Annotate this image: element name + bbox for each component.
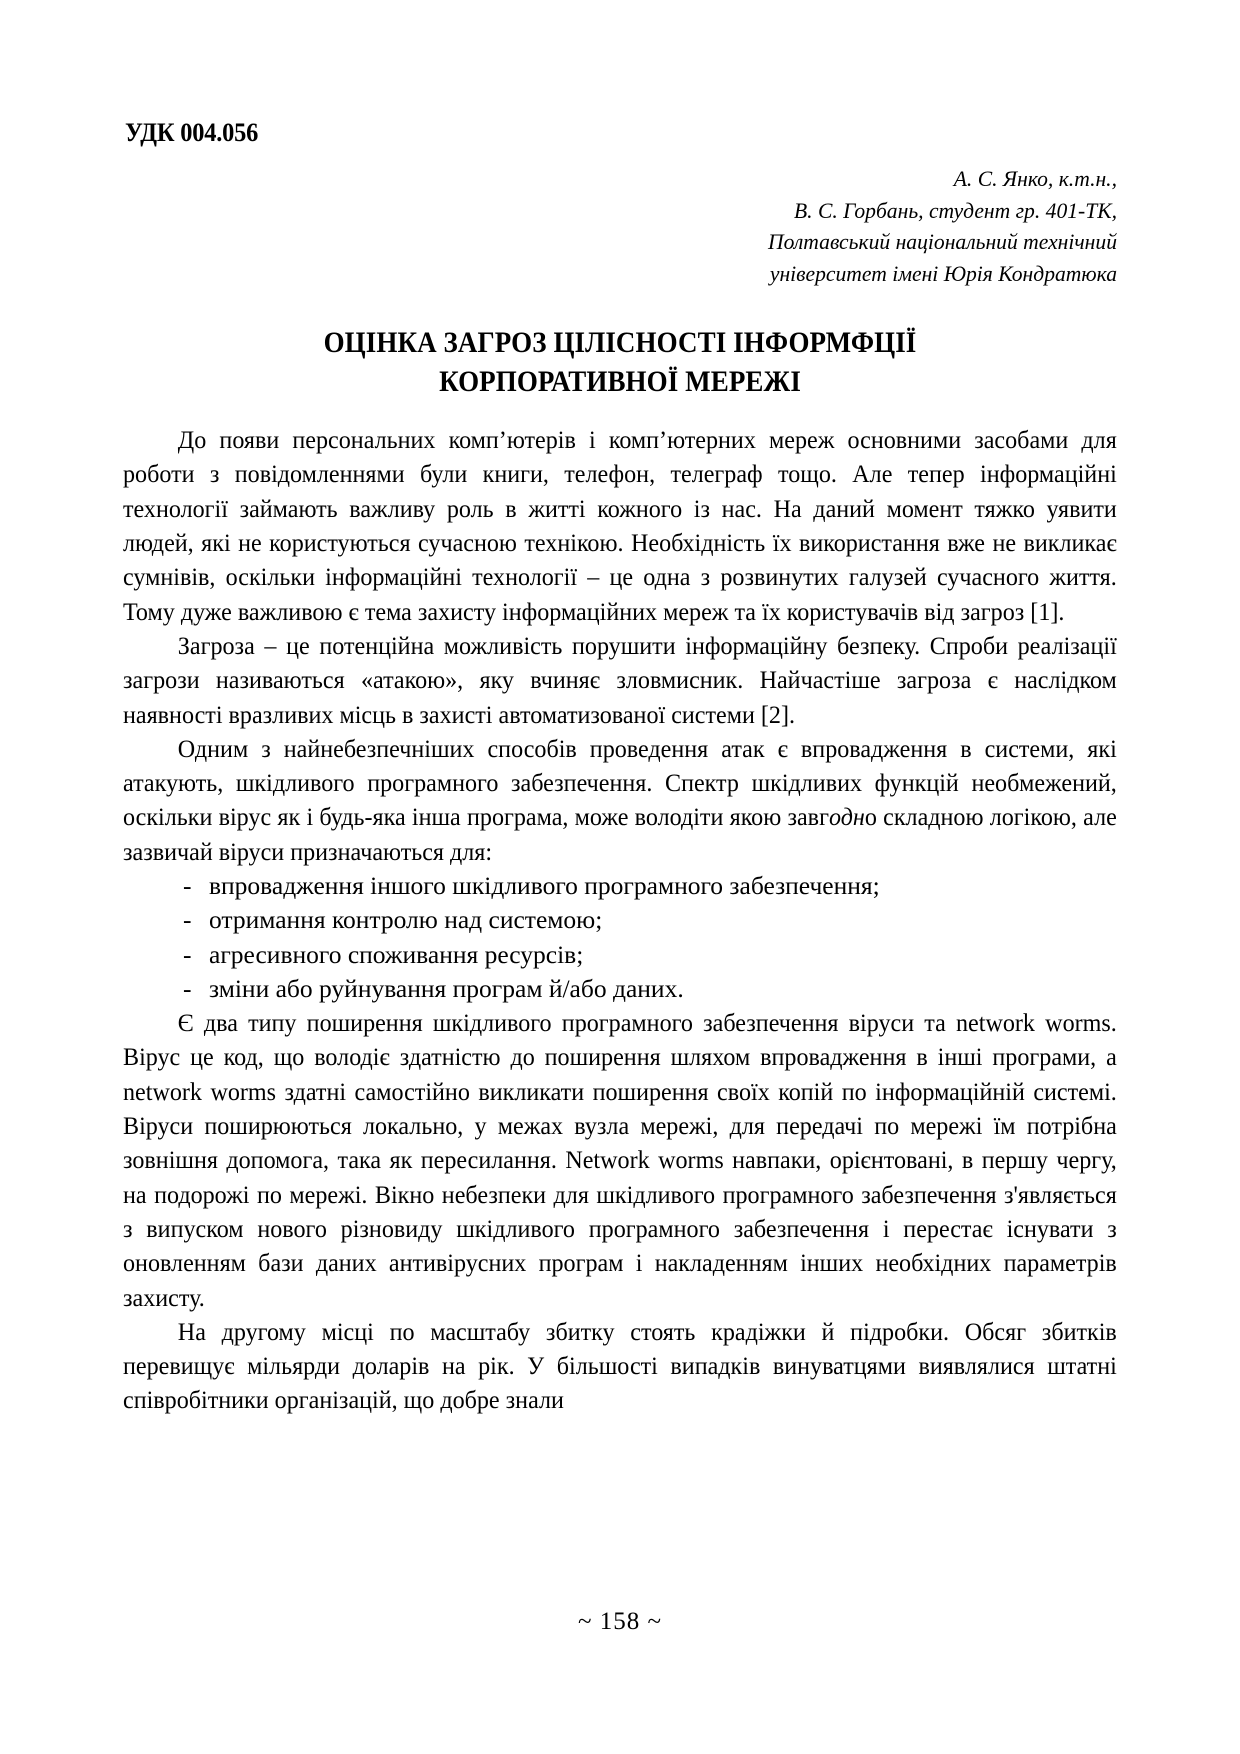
paragraph-1-text: До появи персональних комп’ютерів і комп’ютерних мереж основними засобами для роботи з повідомленнями були книги, телефон, телеграф тощо. Але тепер інформаційні технології займають важливу роль в житті кожного із нас. На даний момент тяжко уявити людей, які не користуються сучасною технікою. Необхідність їх використання вже не викликає сумнівів, оскільки інформаційні технології – це одна з розвинутих галузей сучасного життя. Тому дуже важливою є тема захисту інформаційних мереж та їх користувачів від загроз [1].: [123, 425, 1117, 626]
article-body: [123, 423, 1117, 1418]
list-item-label: зміни або руйнування програм й/або даних.: [209, 973, 684, 1003]
paragraph-3-text: [123, 732, 1117, 869]
list-item-label: агресивного споживання ресурсів;: [209, 939, 584, 969]
page-title: [173, 323, 1068, 401]
virus-purpose-list: [123, 869, 1117, 1006]
paragraph-2-text: Загроза – це потенційна можливість порушити інформаційну безпеку. Спроби реалізації загрози називаються «атакою», яку вчиняє зловмисник. Найчастіше загроза є наслідком наявності вразливих місць в захисті автоматизованої системи [2].: [123, 630, 1117, 729]
paragraph-3-italic-fragment: одн: [828, 802, 865, 832]
title-line-2: КОРПОРАТИВНОЇ МЕРЕЖІ: [439, 365, 801, 399]
author-line-1: А. С. Янко, к.т.н.,: [953, 166, 1117, 192]
udk-code: УДК 004.056: [125, 117, 259, 147]
paragraph-3-part-a: Одним з найнебезпечніших способів проведення атак є впровадження в системи, які атакують, шкідливого програмного забезпечення. Спектр шкідливих функцій необмежений, оскільки вірус як і будь-яка інша програма, може володіти якою завг: [123, 733, 1117, 832]
bullet-marker: -: [183, 871, 192, 900]
title-line-1: ОЦІНКА ЗАГРОЗ ЦІЛІСНОСТІ ІНФОРМФЦІЇ: [323, 326, 917, 360]
paragraph-5: [123, 1315, 1117, 1418]
paragraph-3-part-b: о складною логікою, але зазвичай віруси призначаються для:: [123, 802, 1117, 866]
page-number: ~ 158 ~: [577, 1608, 663, 1635]
paragraph-1: [123, 423, 1117, 629]
list-item-label: отримання контролю над системою;: [209, 905, 603, 935]
list-item: [123, 869, 1117, 903]
list-item: [123, 938, 1117, 972]
affiliation-line-1: Полтавський національний технічний: [768, 229, 1117, 255]
bullet-marker: -: [183, 939, 192, 969]
bullet-marker: -: [183, 973, 192, 1003]
list-item-label: впровадження іншого шкідливого програмного забезпечення;: [209, 871, 880, 900]
list-item: [123, 972, 1117, 1006]
author-block: [163, 163, 1117, 289]
list-item: [123, 903, 1117, 937]
paragraph-5-text: На другому місці по масштабу збитку стоять крадіжки й підробки. Обсяг збитків перевищує мільярди доларів на рік. У більшості випадків винуватцями виявлялися штатні співробітники організацій, що добре знали: [123, 1316, 1117, 1415]
paragraph-3: [123, 732, 1117, 869]
author-line-2: В. С. Горбань, студент гр. 401-ТК,: [793, 197, 1117, 223]
paragraph-2: [123, 629, 1117, 732]
paragraph-4: [123, 1006, 1117, 1315]
bullet-marker: -: [183, 905, 192, 935]
affiliation-line-2: університет імені Юрія Кондратюка: [769, 260, 1117, 286]
paragraph-4-text: Є два типу поширення шкідливого програмного забезпечення віруси та network worms. Вірус це код, що володіє здатністю до поширення шляхом впровадження в інші програми, a network worms здатні самостійно викликати поширення своїх копій по інформаційній системі. Віруси поширюються локально, у межах вузла мережі, для передачі по мережі їм потрібна зовнішня допомога, така як пересилання. Network worms навпаки, орієнтовані, в першу чергу, на подорожі по мережі. Вікно небезпеки для шкідливого програмного забезпечення з'являється з випуском нового різновиду шкідливого програмного забезпечення і перестає існувати з оновленням бази даних антивірусних програм і накладенням інших необхідних параметрів захисту.: [123, 1008, 1117, 1312]
